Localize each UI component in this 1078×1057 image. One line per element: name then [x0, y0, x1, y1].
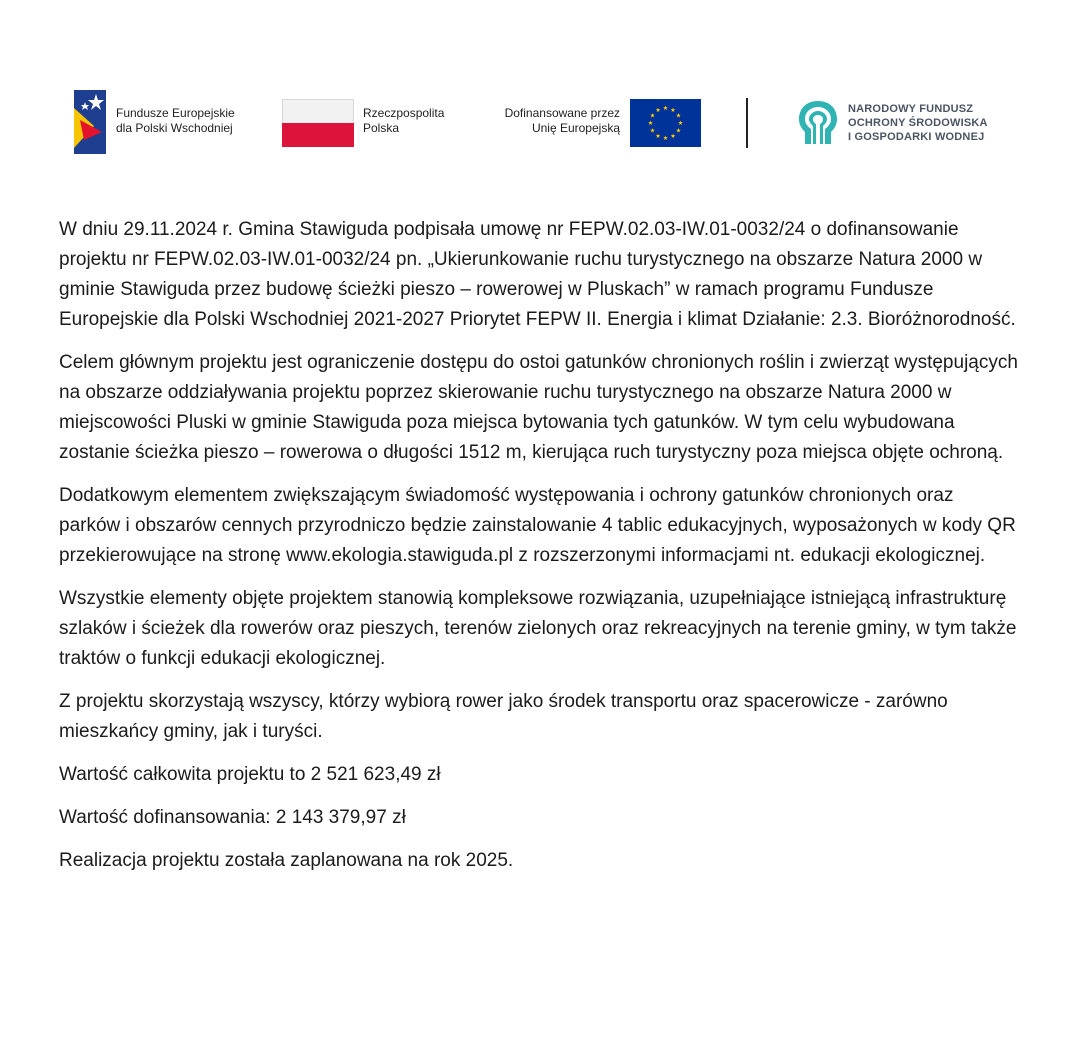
polish-flag-icon	[282, 99, 354, 147]
rp-logo	[282, 88, 472, 158]
nfos-emblem-icon	[796, 98, 840, 146]
rp-logo-line1: Rzeczpospolita	[363, 106, 445, 120]
paragraph-goal: Celem głównym projektu jest ograniczenie dostępu do ostoi gatunków chronionych roślin i zwierząt występujących na obszarze oddziaływania projektu poprzez skierowanie ruchu turystycznego na obszarze Natura 2000 w miejscowości Pluski w gminie Stawiguda poza miejsca bytowania tych gatunków. W tym celu wybudowana zostanie ścieżka pieszo – rowerowa o długości 1512 m, kierująca ruch turystyczny poza miejsca objęte ochroną.	[59, 352, 1018, 463]
eu-logo-text	[505, 106, 620, 136]
project-description	[59, 215, 1019, 889]
eu-logo-line1: Dofinansowane przez	[504, 106, 620, 120]
paragraph-infrastructure: Wszystkie elementy objęte projektem stanowią kompleksowe rozwiązania, uzupełniające istniejącą infrastrukturę szlaków i ścieżek dla rowerów oraz pieszych, terenów zielonych oraz rekreacyjnych na terenie gminy, w tym także traktów o funkcji edukacji ekologicznej.	[59, 588, 1017, 669]
nfos-logo-line1: NARODOWY FUNDUSZ	[848, 103, 974, 115]
paragraph-completion: Realizacja projektu została zaplanowana na rok 2025.	[59, 850, 514, 871]
eu-flag-icon	[630, 99, 701, 147]
rp-logo-text	[363, 106, 444, 136]
paragraph-total-value: Wartość całkowita projektu to 2 521 623,49 zł	[59, 764, 441, 785]
nfos-logo-text	[848, 102, 988, 144]
rp-logo-line2: Polska	[363, 121, 400, 135]
fe-logo-text	[116, 106, 235, 136]
nfos-logo-line2: OCHRONY ŚRODOWISKA	[848, 117, 988, 129]
fe-logo-line1: Fundusze Europejskie	[116, 106, 235, 120]
paragraph-education-boards: Dodatkowym elementem zwiększającym świadomość występowania i ochrony gatunków chronionych oraz parków i obszarów cennych przyrodniczo będzie zainstalowanie 4 tablic edukacyjnych, wyposażonych w kody QR przekierowujące na stronę www.ekologia.stawiguda.pl z rozszerzonymi informacjami nt. edukacji ekologicznej.	[59, 485, 1016, 566]
paragraph-beneficiaries: Z projektu skorzystają wszyscy, którzy wybiorą rower jako środek transportu oraz spacerowicze - zarówno mieszkańcy gminy, jak i turyści.	[59, 691, 948, 742]
fe-logo	[74, 88, 254, 158]
fe-emblem-icon	[74, 90, 106, 154]
logo-divider	[746, 98, 748, 148]
funding-logo-bar	[74, 88, 1004, 158]
nfos-logo-line3: I GOSPODARKI WODNEJ	[848, 131, 985, 143]
paragraph-cofinancing-value: Wartość dofinansowania: 2 143 379,97 zł	[59, 807, 406, 828]
nfos-logo	[796, 88, 1006, 158]
eu-logo-line2: Unię Europejską	[531, 121, 620, 135]
paragraph-agreement: W dniu 29.11.2024 r. Gmina Stawiguda podpisała umowę nr FEPW.02.03-IW.01-0032/24 o dofinansowanie projektu nr FEPW.02.03-IW.01-0032/24 pn. „Ukierunkowanie ruchu turystycznego na obszarze Natura 2000 w gminie Stawiguda przez budowę ścieżki pieszo – rowerowej w Pluskach” w ramach programu Fundusze Europejskie dla Polski Wschodniej 2021-2027 Priorytet FEPW II. Energia i klimat Działanie: 2.3. Bioróżnorodność.	[59, 219, 1016, 330]
fe-logo-line2: dla Polski Wschodniej	[116, 121, 233, 135]
eu-logo	[482, 88, 702, 158]
